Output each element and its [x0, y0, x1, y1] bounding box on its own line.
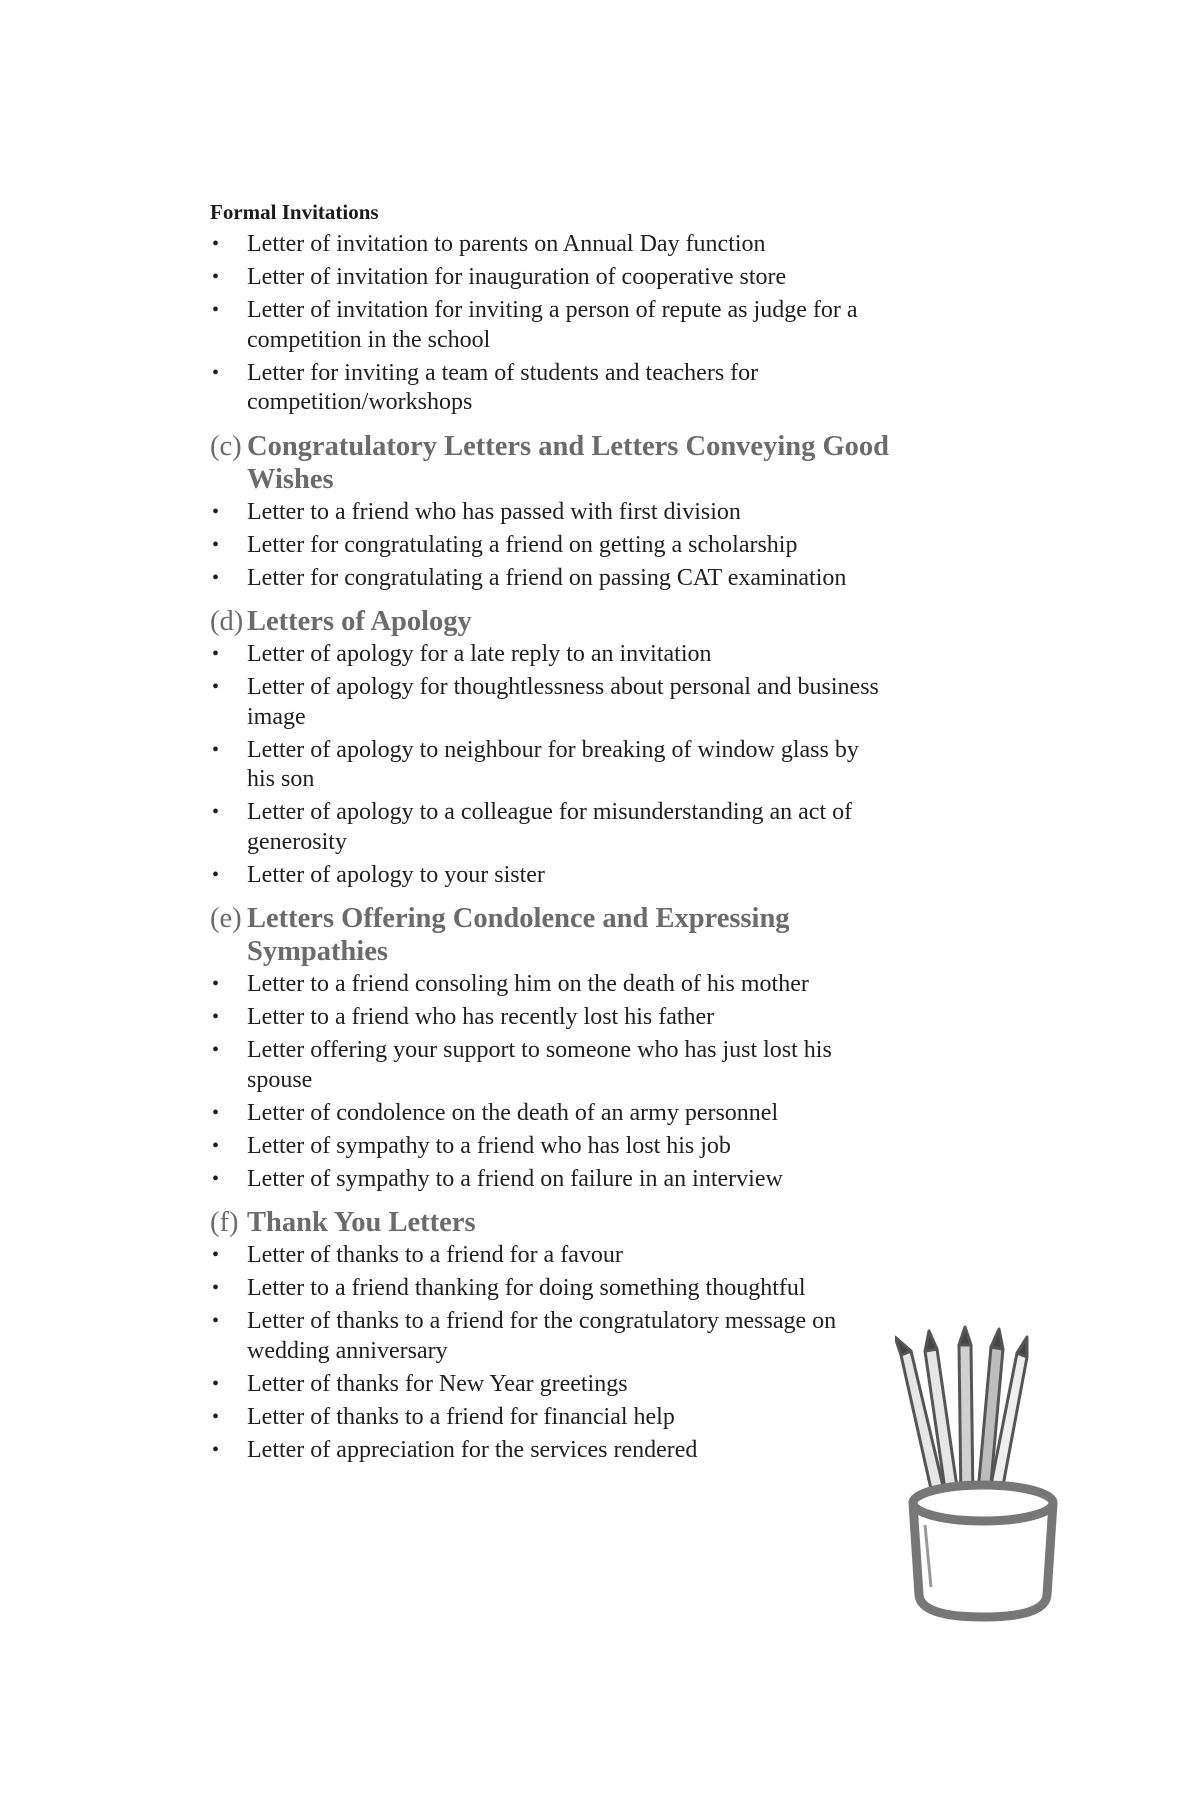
section-heading — [210, 430, 890, 496]
list-item-text: Letter to a friend consoling him on the death of his mother — [247, 971, 809, 997]
list-item — [210, 1099, 890, 1129]
list-item-text: Letter of thanks to a friend for a favour — [247, 1242, 623, 1268]
bullet-icon: • — [212, 1244, 220, 1266]
list-item — [210, 1403, 890, 1433]
list-item-text: Letter of apology to your sister — [247, 861, 545, 888]
bullet-icon: • — [212, 299, 220, 321]
list-item — [210, 1241, 890, 1271]
list-item-text: Letter of invitation for inviting a person of repute as judge for a competition in the school — [247, 297, 858, 353]
section-letter: (c) — [210, 430, 242, 462]
section-letter: (d) — [210, 606, 244, 637]
section-letter: (f) — [210, 1207, 239, 1238]
list-item-text: Letter of apology to a colleague for misunderstanding an act of generosity — [247, 799, 853, 855]
bullet-icon: • — [212, 533, 220, 556]
list-item — [210, 498, 890, 528]
section-apology — [210, 605, 890, 890]
section-list — [210, 640, 890, 890]
section-heading — [210, 1206, 890, 1239]
list-item — [210, 736, 890, 795]
list-item — [210, 1165, 890, 1195]
list-item — [210, 531, 890, 561]
bullet-icon: • — [212, 676, 220, 698]
list-item — [210, 359, 890, 418]
section-list — [210, 1241, 890, 1465]
pencil-cup-icon — [895, 1325, 1075, 1625]
section-heading — [210, 902, 890, 968]
bullet-icon: • — [212, 1372, 220, 1395]
bullet-icon: • — [212, 1006, 220, 1028]
list-item — [210, 861, 890, 891]
bullet-icon: • — [212, 1438, 220, 1461]
section-title: Congratulatory Letters and Letters Conveying Good Wishes — [247, 430, 889, 495]
list-item-text: Letter to a friend who has recently lost his father — [247, 1004, 715, 1030]
formal-invitations-heading: Formal Invitations — [210, 200, 379, 224]
bullet-icon: • — [212, 863, 220, 886]
section-condolence — [210, 902, 890, 1194]
section-congratulatory — [210, 430, 890, 594]
list-item-text: Letter of sympathy to a friend who has lost his job — [247, 1132, 731, 1159]
bullet-icon: • — [212, 1101, 220, 1124]
list-item-text: Letter for congratulating a friend on getting a scholarship — [247, 531, 798, 558]
list-item-text: Letter of apology for thoughtlessness about personal and business image — [247, 674, 879, 730]
list-item-text: Letter to a friend thanking for doing something thoughtful — [247, 1275, 806, 1301]
list-item-text: Letter offering your support to someone who has just lost his spouse — [247, 1037, 832, 1093]
list-item-text: Letter of invitation to parents on Annual Day function — [247, 231, 766, 257]
list-item — [210, 1036, 890, 1095]
list-item-text: Letter of appreciation for the services rendered — [247, 1436, 698, 1463]
bullet-icon: • — [212, 361, 220, 384]
bullet-icon: • — [212, 1277, 220, 1299]
list-item-text: Letter of thanks to a friend for financial help — [247, 1403, 675, 1430]
list-item — [210, 970, 890, 1000]
section-list — [210, 970, 890, 1194]
bullet-icon: • — [212, 500, 220, 523]
list-item — [210, 564, 890, 594]
bullet-icon: • — [212, 233, 220, 255]
list-item-text: Letter for inviting a team of students and teachers for competition/workshops — [247, 359, 759, 415]
bullet-icon: • — [212, 266, 220, 288]
bullet-icon: • — [212, 1039, 220, 1061]
list-item-text: Letter of apology to neighbour for breaking of window glass by his son — [247, 736, 859, 792]
list-item-text: Letter for congratulating a friend on passing CAT examination — [247, 564, 847, 591]
bullet-icon: • — [212, 1310, 220, 1332]
bullet-icon: • — [212, 738, 220, 761]
list-item — [210, 1436, 890, 1466]
list-item — [210, 1370, 890, 1400]
list-item — [210, 296, 890, 355]
list-item-text: Letter of sympathy to a friend on failure in an interview — [247, 1165, 783, 1192]
list-item-text: Letter of apology for a late reply to an invitation — [247, 641, 712, 667]
list-item-text: Letter of thanks for New Year greetings — [247, 1370, 628, 1397]
list-item — [210, 798, 890, 857]
section-thank-you — [210, 1206, 890, 1465]
bullet-icon: • — [212, 973, 220, 995]
section-list — [210, 498, 890, 594]
formal-invitations-list — [210, 230, 890, 418]
list-item-text: Letter of condolence on the death of an army personnel — [247, 1099, 779, 1126]
section-title: Letters Offering Condolence and Expressing Sympathies — [247, 903, 790, 967]
list-item-text: Letter to a friend who has passed with first division — [247, 498, 741, 525]
page-content — [210, 198, 890, 1469]
section-title: Letters of Apology — [247, 606, 472, 637]
list-item — [210, 263, 890, 293]
list-item — [210, 640, 890, 670]
bullet-icon: • — [212, 1134, 220, 1157]
list-item — [210, 1003, 890, 1033]
list-item — [210, 1132, 890, 1162]
bullet-icon: • — [212, 566, 220, 589]
list-item — [210, 1307, 890, 1366]
list-item — [210, 673, 890, 732]
bullet-icon: • — [212, 1167, 220, 1190]
list-item — [210, 1274, 890, 1304]
bullet-icon: • — [212, 801, 220, 823]
list-item-text: Letter of thanks to a friend for the congratulatory message on wedding anniversary — [247, 1308, 837, 1364]
list-item — [210, 230, 890, 260]
list-item-text: Letter of invitation for inauguration of cooperative store — [247, 264, 787, 290]
section-heading — [210, 605, 890, 638]
bullet-icon: • — [212, 1405, 220, 1428]
section-title: Thank You Letters — [247, 1207, 476, 1238]
bullet-icon: • — [212, 643, 220, 665]
section-letter: (e) — [210, 903, 242, 934]
